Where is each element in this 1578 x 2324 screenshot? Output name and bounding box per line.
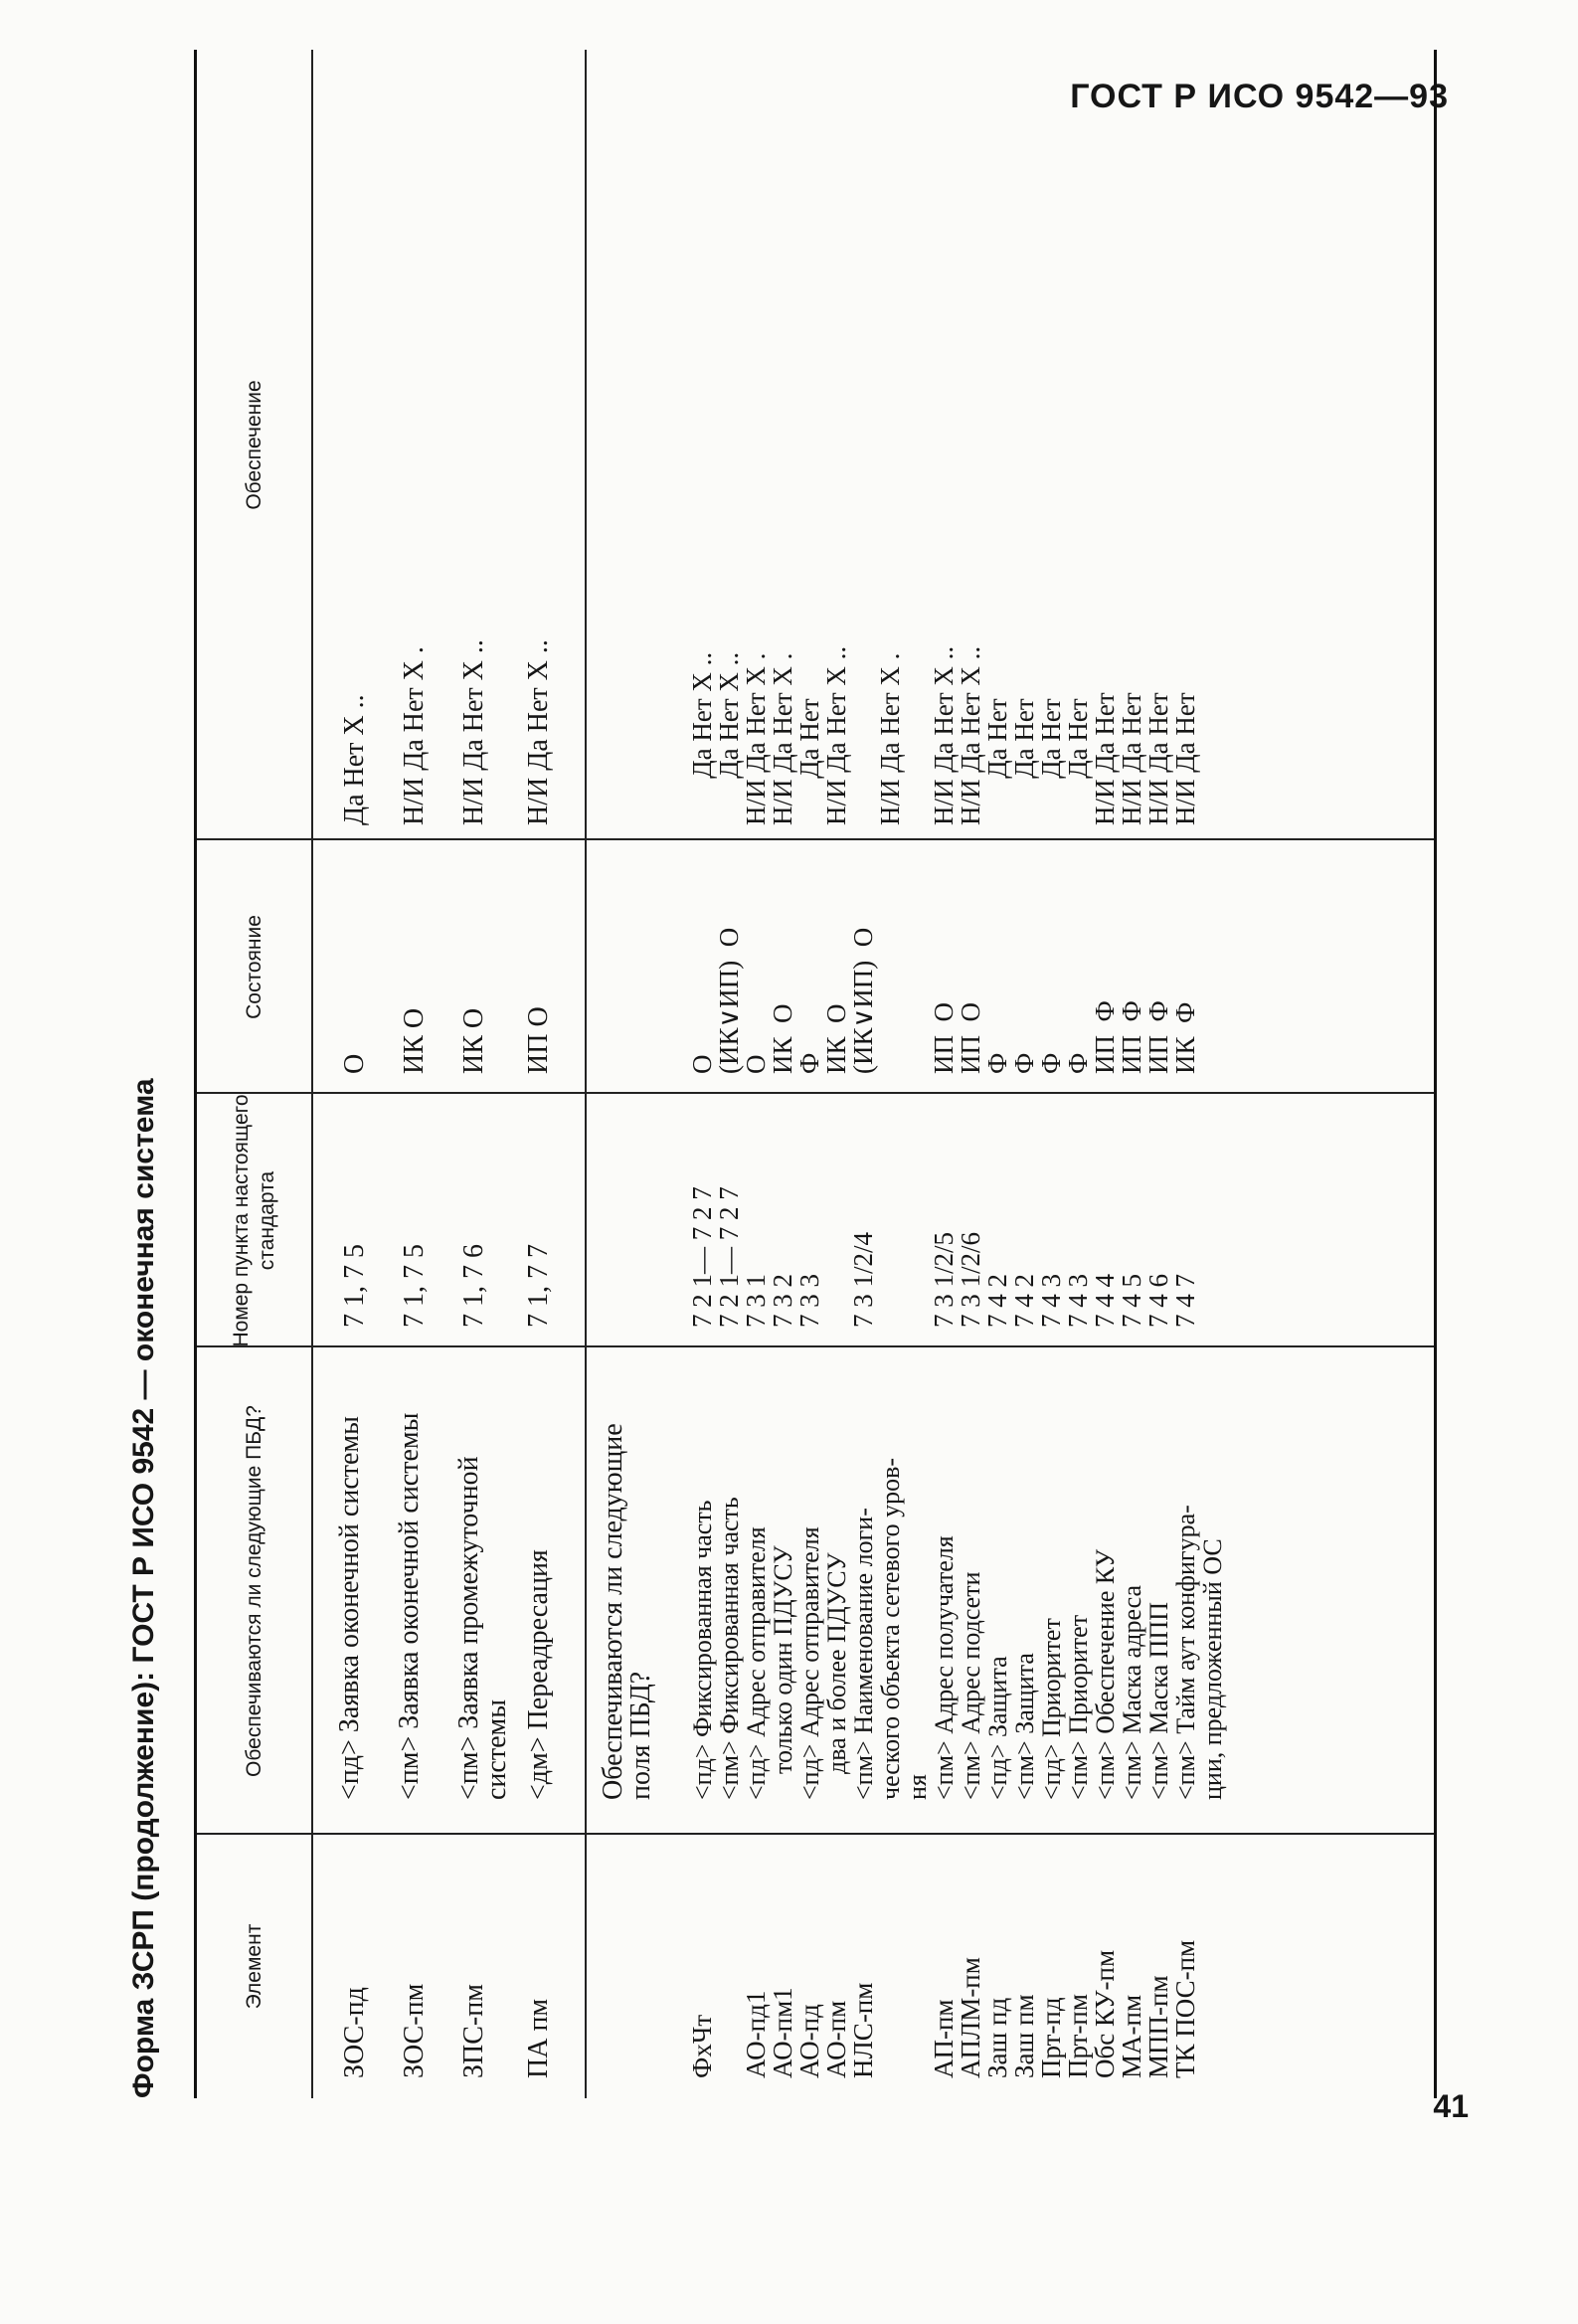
header-clause-number: Номер пункта настоящего стандарта bbox=[229, 1094, 278, 1347]
support-cell: Н/И Да Нет Х .. bbox=[523, 639, 554, 825]
element-cell: ПА пм bbox=[523, 1998, 554, 2078]
description-cell: <дм> Переадресация bbox=[523, 1549, 554, 1800]
descriptions-list: <пд> Фиксированная часть <пм> Фиксированная часть <пд> Адрес отправителя только один ПДУСУ <пд> Адрес отправителя два и более ПДУСУ <пм> Наименование логи- ческого объекта сетевого уров- ня <пм> Адрес получателя <пм> Адрес подсети <пд> Защита <пм> Защита <пд> Приоритет <пм> Приоритет <пм> Обеспечение КУ <пм> Маска адреса <пм> Маска ППП <пм> Тайм аут конфигура- ции, предложенный ОС bbox=[688, 1457, 1227, 1800]
states-list: О (ИК∨ИП) О О ИК О Ф ИК О (ИК∨ИП) О ИП О ИП О Ф Ф Ф Ф ИП Ф ИП Ф ИП Ф ИК Ф bbox=[687, 927, 1200, 1074]
element-cell: ЗПС-пм bbox=[458, 1984, 489, 2078]
header-support: Обеспечение bbox=[242, 380, 265, 510]
header-separator bbox=[311, 50, 313, 2098]
state-cell: ИК О bbox=[399, 1007, 430, 1074]
document-header: ГОСТ Р ИСО 9542—93 bbox=[1070, 78, 1449, 115]
support-cell: Н/И Да Нет Х . bbox=[399, 646, 430, 825]
supports-list: Да Нет Х .. Да Нет Х .. Н/И Да Нет Х . Н/И Да Нет Х . Да Нет Н/И Да Нет Х .. Н/И Да Нет Х . Н/И Да Нет Х .. Н/И Да Нет Х .. Да Нет Да Нет Да Нет Да Нет Н/И Да Нет Н/И Да Нет Н/И Да Нет Н/И Да Нет bbox=[687, 645, 1200, 825]
page-number: 41 bbox=[1433, 2088, 1469, 2124]
support-cell: Н/И Да Нет Х .. bbox=[458, 639, 489, 825]
clause-numbers-list: 7 2 1— 7 2 7 7 2 1— 7 2 7 7 3 1 7 3 2 7 3 3 7 3 1/2/4 7 3 1/2/5 7 3 1/2/6 7 4 2 7 4 2 7 4 3 7 4 3 7 4 4 7 4 5 7 4 6 7 4 7 bbox=[687, 1186, 1200, 1328]
form-table bbox=[194, 50, 1437, 2098]
support-cell: Да Нет Х .. bbox=[339, 694, 370, 825]
description-cell: <пм> Заявка оконечной системы bbox=[394, 1412, 425, 1800]
element-cell: ЗОС-пд bbox=[339, 1987, 370, 2078]
description-cell: <пд> Заявка оконечной системы bbox=[334, 1416, 365, 1800]
rotated-table-block bbox=[114, 50, 1442, 2098]
form-title: Форма ЗСРП (продолжение): ГОСТ Р ИСО 9542 — оконечная система bbox=[127, 1078, 160, 2098]
description-cell: <пм> Заявка промежуточной системы bbox=[453, 1456, 512, 1800]
col-divider bbox=[197, 1345, 1434, 1347]
section-heading: Обеспечиваются ли следующие поля ПБД? bbox=[598, 1423, 656, 1800]
col-divider bbox=[197, 838, 1434, 840]
section-separator bbox=[585, 50, 587, 2098]
state-cell: О bbox=[339, 1053, 370, 1074]
clause-cell: 7 1, 7 5 bbox=[339, 1244, 370, 1328]
elements-list: ФхЧт АО-пд1 АО-пм1 АО-пд АО-пм НЛС-пм АП-пм АПЛМ-пм Заш пд Заш пм Прт-пд Прт-пм Обс КУ-пм МА-пм МПП-пм ТК ПОС-пм bbox=[687, 1939, 1200, 2078]
clause-cell: 7 1, 7 5 bbox=[399, 1244, 430, 1328]
header-description: Обеспечиваются ли следующие ПБД? bbox=[242, 1405, 265, 1777]
element-cell: ЗОС-пм bbox=[399, 1983, 430, 2078]
header-state: Состояние bbox=[242, 915, 265, 1019]
col-divider bbox=[197, 1092, 1434, 1094]
state-cell: ИП О bbox=[523, 1006, 554, 1074]
clause-cell: 7 1, 7 6 bbox=[458, 1244, 489, 1328]
col-divider bbox=[197, 1833, 1434, 1835]
header-element: Элемент bbox=[242, 1923, 265, 2010]
clause-cell: 7 1, 7 7 bbox=[523, 1244, 554, 1328]
state-cell: ИК О bbox=[458, 1007, 489, 1074]
